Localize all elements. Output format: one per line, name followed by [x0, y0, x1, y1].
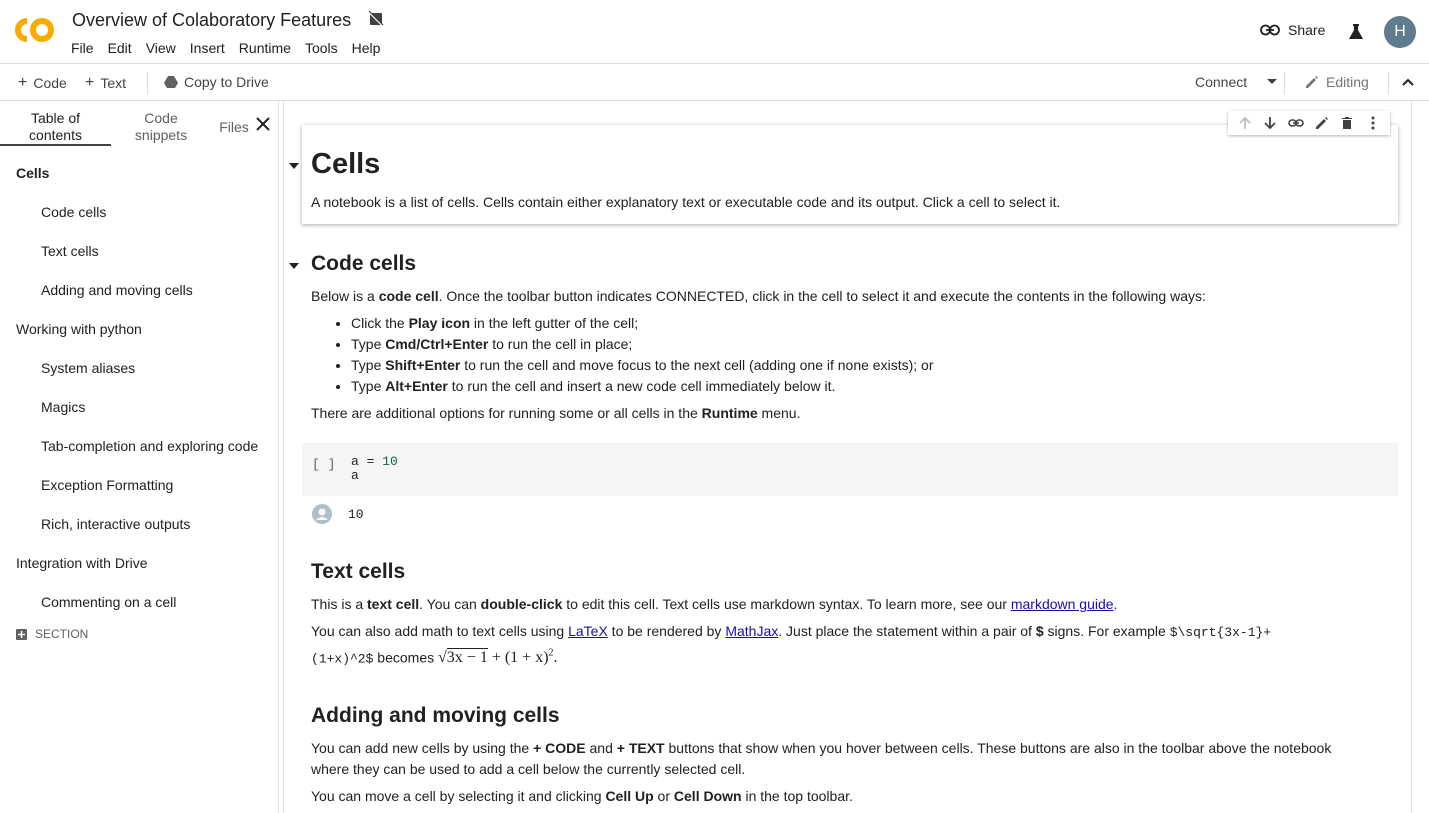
- toc-item-code-cells[interactable]: Code cells: [41, 204, 107, 220]
- colab-logo-icon[interactable]: [14, 16, 56, 44]
- text-bold: code cell: [378, 288, 439, 304]
- text-run: .: [1113, 596, 1118, 612]
- add-text-button[interactable]: [85, 74, 126, 92]
- text-bold: Cell Up: [605, 788, 654, 804]
- heading-adding-moving: Adding and moving cells: [311, 704, 560, 727]
- editing-label: Editing: [1326, 74, 1369, 90]
- moving-paragraph: [311, 786, 1401, 807]
- text-bold: $: [1035, 623, 1044, 639]
- share-label: Share: [1288, 22, 1326, 38]
- more-vert-icon[interactable]: [1365, 115, 1381, 131]
- math-radicand: 3x − 1: [446, 649, 488, 667]
- rendered-math: $√3x - 1 + (1 + x)^2$.: [438, 648, 558, 667]
- text-bold: double-click: [480, 596, 563, 612]
- text-run: in the left gutter of the cell;: [470, 315, 639, 331]
- text-cells-paragraph: [311, 594, 1401, 615]
- link-icon: [1260, 24, 1280, 36]
- toc-item-commenting[interactable]: Commenting on a cell: [41, 594, 177, 610]
- plus-icon: +: [85, 74, 95, 91]
- text-bold: Runtime: [701, 405, 758, 421]
- notebook-toolbar: [0, 64, 1429, 101]
- text-run: buttons that show when you hover between cells. These buttons are also in the toolbar above the notebook: [664, 740, 1332, 756]
- text-run: This is a: [311, 596, 368, 612]
- share-button[interactable]: [1260, 22, 1325, 38]
- tab-label: contents: [29, 127, 82, 143]
- text-run: in the top toolbar.: [741, 788, 853, 804]
- code-line: a: [351, 468, 359, 483]
- markdown-guide-link[interactable]: markdown guide: [1010, 596, 1114, 612]
- tab-label: snippets: [134, 127, 188, 143]
- menu-edit[interactable]: Edit: [107, 40, 132, 56]
- flask-icon[interactable]: [1346, 22, 1366, 42]
- text-bold: Cmd/Ctrl+Enter: [385, 336, 489, 352]
- table-of-contents: [0, 154, 278, 646]
- heading-code-cells: Code cells: [311, 252, 417, 275]
- text-bold: + CODE: [533, 740, 586, 756]
- chevron-up-icon[interactable]: [1402, 78, 1414, 86]
- text-bold: Play icon: [408, 315, 471, 331]
- add-section-label: SECTION: [35, 627, 89, 641]
- text-run: There are additional options for running some or all cells in the: [311, 405, 702, 421]
- text-run: to be rendered by: [607, 623, 726, 639]
- notebook-main: [283, 101, 1429, 813]
- notebook-title[interactable]: Overview of Colaboratory Features: [72, 10, 352, 30]
- code-cells-intro: [311, 286, 1401, 307]
- math-term: + (1 + x): [487, 649, 549, 667]
- tab-code-snippets[interactable]: [111, 110, 211, 144]
- list-item: [351, 355, 1391, 376]
- run-cell-button[interactable]: [ ]: [312, 457, 336, 472]
- text-bold: text cell: [367, 596, 420, 612]
- inline-code: $\sqrt{3x-1}+: [1169, 625, 1272, 640]
- tab-label: Code: [144, 110, 178, 126]
- menu-insert[interactable]: Insert: [189, 40, 225, 56]
- avatar[interactable]: H: [1384, 16, 1416, 48]
- menu-runtime[interactable]: Runtime: [238, 40, 291, 56]
- delete-icon[interactable]: [1339, 115, 1355, 131]
- link-icon[interactable]: [1288, 115, 1304, 131]
- runtime-note: [311, 403, 1391, 424]
- menu-file[interactable]: File: [71, 40, 94, 56]
- arrow-down-icon[interactable]: [1262, 115, 1278, 131]
- text-run: Below is a: [311, 288, 379, 304]
- text-run: and: [585, 740, 617, 756]
- text-run: where they can be used to add a cell below the currently selected cell.: [311, 761, 746, 777]
- cell-output: [312, 504, 364, 524]
- collapse-caret-icon[interactable]: [289, 161, 299, 171]
- code-editor[interactable]: [351, 455, 398, 483]
- drive-not-saved-icon[interactable]: [368, 11, 384, 27]
- pencil-icon[interactable]: [1314, 115, 1330, 131]
- drive-icon: [164, 76, 178, 88]
- add-section-button[interactable]: [0, 622, 278, 646]
- text-run: menu.: [757, 405, 801, 421]
- toc-item-tab-completion[interactable]: Tab-completion and exploring code: [41, 438, 259, 454]
- text-run: to edit this cell. Text cells use markdown syntax. To learn more, see our: [562, 596, 1011, 612]
- text-run: You can add new cells by using the: [311, 740, 534, 756]
- editing-mode-button[interactable]: [1304, 74, 1369, 90]
- text-run: You can also add math to text cells using: [311, 623, 569, 639]
- menu-help[interactable]: Help: [351, 40, 381, 56]
- copy-to-drive-button[interactable]: [164, 74, 269, 90]
- text-run: You can move a cell by selecting it and clicking: [311, 788, 606, 804]
- text-bold: + TEXT: [616, 740, 665, 756]
- heading-cells: Cells: [311, 148, 381, 180]
- text-bold: Cell Down: [673, 788, 742, 804]
- collapse-caret-icon[interactable]: [289, 261, 299, 271]
- toc-item-system-aliases[interactable]: System aliases: [41, 360, 136, 376]
- text-run: Type: [351, 357, 386, 373]
- add-text-label: Text: [100, 75, 127, 91]
- toc-item-integration-drive[interactable]: Integration with Drive: [16, 555, 148, 571]
- sidebar: [0, 101, 279, 813]
- cell-toolbar: [1228, 111, 1390, 135]
- app-header: [0, 0, 1429, 64]
- toc-item-cells[interactable]: Cells: [16, 165, 50, 181]
- run-methods-list: [311, 313, 1391, 397]
- arrow-up-icon[interactable]: [1237, 115, 1253, 131]
- text-bold: Alt+Enter: [385, 378, 448, 394]
- menu-tools[interactable]: Tools: [304, 40, 338, 56]
- list-item: [351, 334, 1391, 355]
- toc-item-magics[interactable]: Magics: [41, 399, 86, 415]
- tab-label: Table of: [30, 110, 81, 126]
- code-line: [351, 455, 398, 469]
- menu-view[interactable]: View: [145, 40, 176, 56]
- toolbar-divider: [1284, 72, 1285, 94]
- menu-bar: [64, 40, 387, 56]
- text-run: to run the cell in place;: [488, 336, 633, 352]
- tab-table-of-contents[interactable]: [0, 110, 111, 144]
- tab-files[interactable]: [211, 119, 257, 136]
- list-item: [351, 376, 1391, 397]
- pencil-icon: [1304, 74, 1320, 90]
- toc-item-exception-formatting[interactable]: Exception Formatting: [41, 477, 174, 493]
- plus-icon: +: [18, 74, 28, 91]
- toc-item-rich-outputs[interactable]: Rich, interactive outputs: [41, 516, 191, 532]
- tab-label: Files: [219, 119, 249, 135]
- add-code-button[interactable]: [18, 74, 67, 92]
- text-run: . Once the toolbar button indicates CONNECTED, click in the cell to select it and execute the contents in the following ways:: [438, 288, 1206, 304]
- text-run: . You can: [419, 596, 481, 612]
- text-run: Click the: [351, 315, 409, 331]
- toc-item-adding-moving-cells[interactable]: Adding and moving cells: [41, 282, 193, 298]
- math-exponent: 2: [548, 648, 554, 659]
- text-run: or: [653, 788, 674, 804]
- code-number: 10: [382, 454, 398, 469]
- toolbar-divider: [1388, 72, 1389, 94]
- add-box-icon: [16, 629, 27, 640]
- active-tab-indicator: [0, 144, 111, 146]
- code-token: a =: [351, 454, 383, 469]
- output-value: 10: [348, 506, 364, 522]
- connect-label: Connect: [1195, 74, 1248, 90]
- connect-button[interactable]: [1195, 74, 1277, 90]
- math-term: .: [553, 649, 558, 667]
- copy-to-drive-label: Copy to Drive: [184, 74, 269, 90]
- text-run: Type: [351, 378, 386, 394]
- math-paragraph: [311, 621, 1311, 669]
- close-icon[interactable]: [255, 116, 271, 132]
- toolbar-divider: [147, 72, 148, 94]
- latex-link[interactable]: LaTeX: [568, 623, 608, 639]
- heading-text-cells: Text cells: [311, 560, 406, 583]
- inline-code: (1+x)^2$: [311, 651, 374, 667]
- code-cell[interactable]: [302, 443, 1398, 496]
- text-run: to run the cell and insert a new code cell immediately below it.: [447, 378, 836, 394]
- text-run: . Just place the statement within a pair of: [778, 623, 1036, 639]
- output-avatar-icon: [312, 504, 332, 524]
- text-run: becomes: [373, 649, 439, 666]
- adding-paragraph: [311, 738, 1401, 780]
- scrollbar[interactable]: [1411, 101, 1412, 813]
- text-bold: Shift+Enter: [385, 357, 461, 373]
- text-run: to run the cell and move focus to the next cell (adding one if none exists); or: [460, 357, 934, 373]
- text-run: signs. For example: [1043, 623, 1170, 639]
- toc-item-working-with-python[interactable]: Working with python: [16, 321, 142, 337]
- toc-item-text-cells[interactable]: Text cells: [41, 243, 99, 259]
- text-run: Type: [351, 336, 386, 352]
- list-item: [351, 313, 1391, 334]
- add-code-label: Code: [33, 75, 67, 91]
- mathjax-link[interactable]: MathJax: [725, 623, 779, 639]
- cells-description: A notebook is a list of cells. Cells contain either explanatory text or executable code and its output. Click a cell to select it.: [311, 194, 1061, 210]
- sidebar-tabs: [0, 101, 278, 147]
- caret-down-icon: [1267, 79, 1277, 85]
